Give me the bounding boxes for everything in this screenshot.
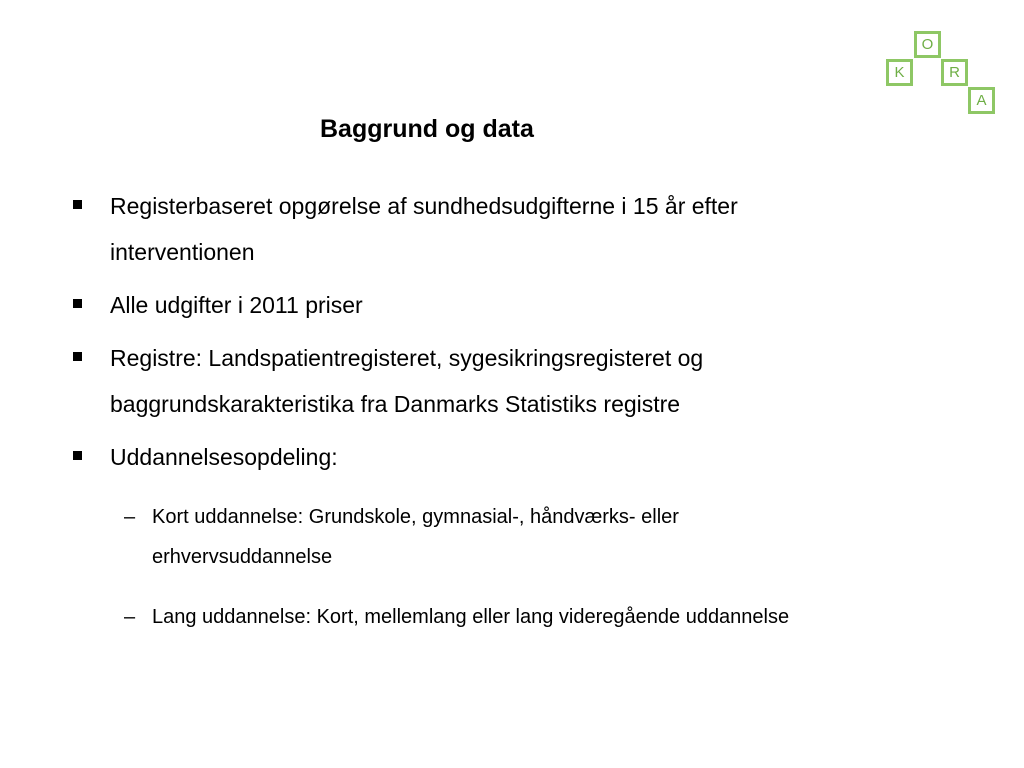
bullet-item	[70, 282, 870, 328]
logo-letter-o-text: O	[921, 36, 934, 53]
square-bullet-icon	[73, 200, 82, 209]
sub-bullet-list	[124, 497, 864, 657]
bullet-item	[70, 183, 870, 275]
logo-letter-k	[886, 59, 913, 86]
logo-letter-a-text: A	[976, 92, 987, 109]
square-bullet-icon	[73, 299, 82, 308]
logo-letter-k-text: K	[894, 64, 905, 81]
bullet-item	[70, 434, 870, 480]
sub-bullet-text: Kort uddannelse: Grundskole, gymnasial-, håndværks- eller erhvervsuddannelse	[152, 506, 679, 568]
dash-bullet-icon: –	[124, 506, 136, 528]
bullet-text: Alle udgifter i 2011 priser	[110, 292, 363, 318]
sub-bullet-item	[124, 497, 864, 577]
logo-letter-a	[968, 87, 995, 114]
bullet-text: Uddannelsesopdeling:	[110, 444, 338, 470]
kora-logo	[884, 29, 998, 115]
logo-letter-r	[941, 59, 968, 86]
sub-bullet-text: Lang uddannelse: Kort, mellemlang eller lang videregående uddannelse	[152, 606, 790, 628]
sub-bullet-item	[124, 597, 864, 637]
bullet-item	[70, 335, 870, 427]
square-bullet-icon	[73, 352, 82, 361]
bullet-list	[70, 183, 870, 487]
bullet-text: Registerbaseret opgørelse af sundhedsudgifterne i 15 år efter interventionen	[110, 193, 738, 265]
slide-title: Baggrund og data	[320, 115, 534, 143]
bullet-text: Registre: Landspatientregisteret, sygesikringsregisteret og baggrundskarakteristika fra Danmarks Statistiks registre	[110, 345, 704, 417]
dash-bullet-icon: –	[124, 606, 136, 628]
square-bullet-icon	[73, 451, 82, 460]
logo-letter-o	[914, 31, 941, 58]
logo-letter-r-text: R	[949, 64, 960, 81]
